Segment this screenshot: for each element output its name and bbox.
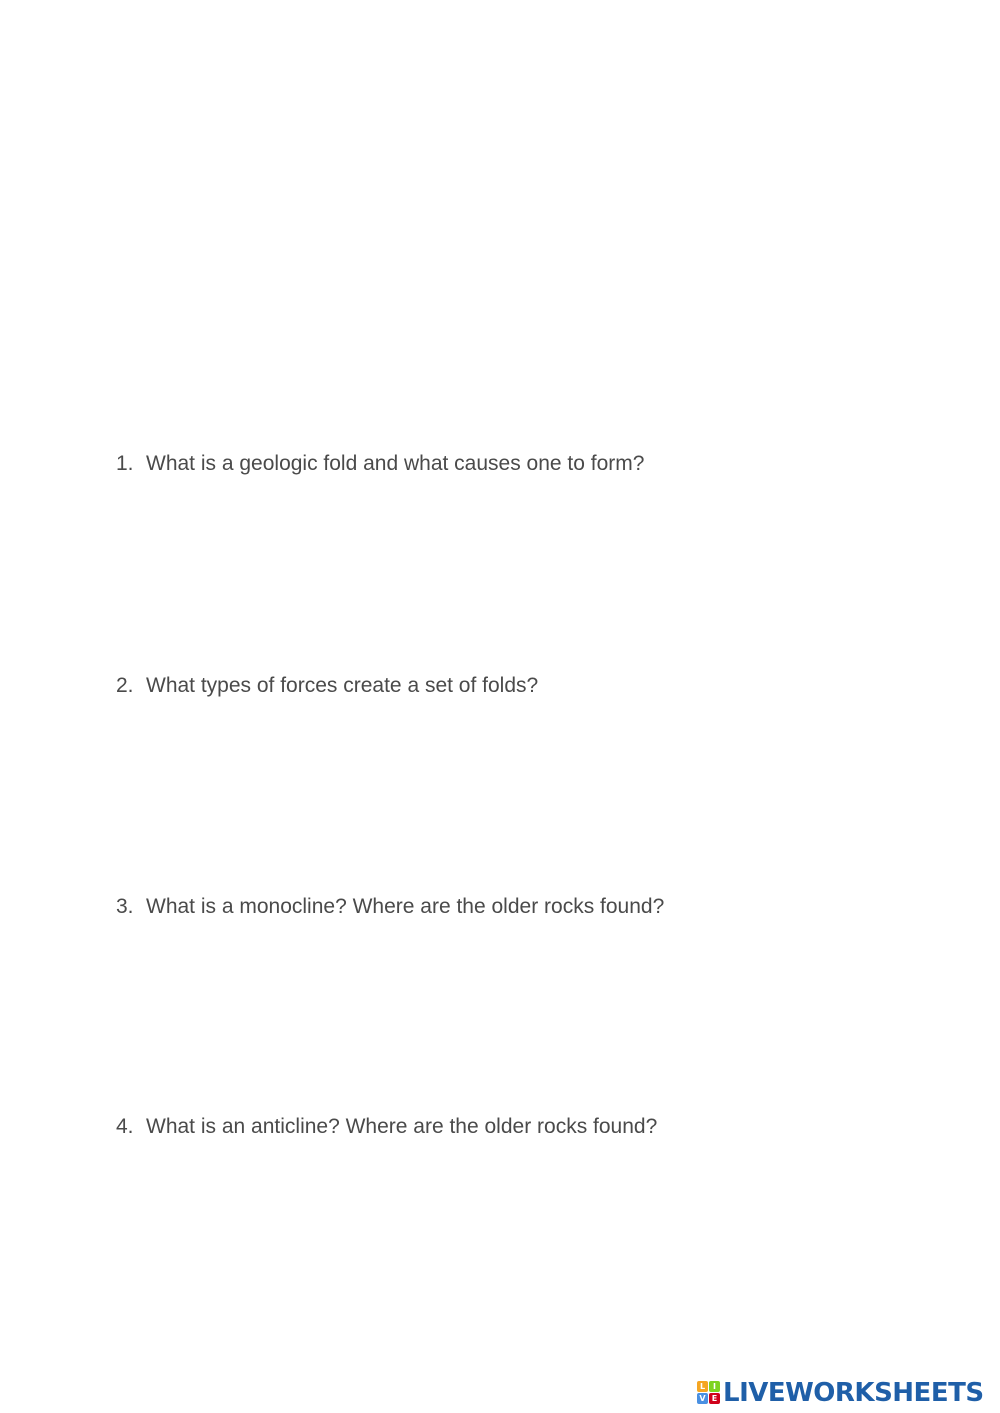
logo-letter-e: E [709, 1393, 720, 1404]
question-1 [116, 453, 644, 474]
liveworksheets-mark-icon [697, 1381, 721, 1405]
question-3 [116, 896, 664, 917]
logo-letter-i: I [709, 1381, 720, 1392]
logo-letter-v: V [697, 1393, 708, 1404]
brand-name: LIVEWORKSHEETS [723, 1378, 984, 1408]
question-2 [116, 675, 538, 696]
liveworksheets-logo [697, 1378, 984, 1408]
question-text: What is a monocline? Where are the older rocks found? [146, 895, 665, 918]
question-number: 3. [116, 895, 134, 918]
question-text: What types of forces create a set of folds? [146, 674, 539, 697]
question-text: What is an anticline? Where are the older rocks found? [146, 1115, 658, 1138]
logo-letter-l: L [697, 1381, 708, 1392]
question-4 [116, 1116, 657, 1137]
question-number: 2. [116, 674, 134, 697]
question-number: 1. [116, 452, 134, 475]
question-text: What is a geologic fold and what causes one to form? [146, 452, 645, 475]
question-number: 4. [116, 1115, 134, 1138]
